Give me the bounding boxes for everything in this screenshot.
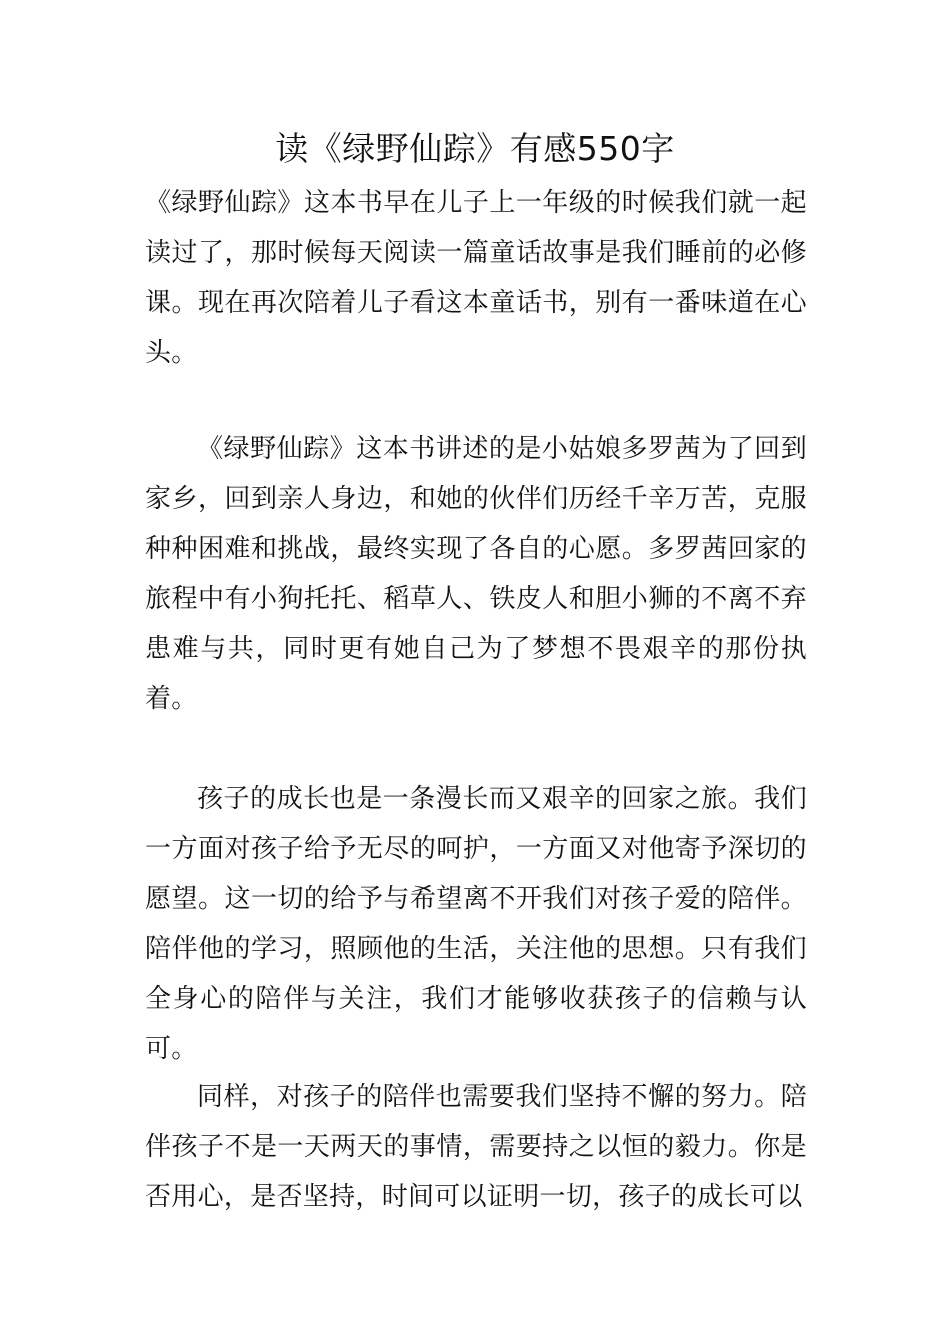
paragraph-2: 《绿野仙踪》这本书讲述的是小姑娘多罗茜为了回到家乡，回到亲人身边，和她的伙伴们历经千辛万苦，克服种种困难和挑战，最终实现了各自的心愿。多罗茜回家的旅程中有小狗托托、稻草人、铁皮人和胆小狮的不离不弃患难与共，同时更有她自己为了梦想不畏艰辛的那份执着。 bbox=[145, 434, 807, 714]
paragraph-3: 孩子的成长也是一条漫长而又艰辛的回家之旅。我们一方面对孩子给予无尽的呵护，一方面又对他寄予深切的愿望。这一切的给予与希望离不开我们对孩子爱的陪伴。陪伴他的学习，照顾他的生活，关注他的思想。只有我们全身心的陪伴与关注，我们才能够收获孩子的信赖与认可。 bbox=[145, 784, 807, 1064]
paragraph-1: 《绿野仙踪》这本书早在儿子上一年级的时候我们就一起读过了，那时候每天阅读一篇童话故事是我们睡前的必修课。现在再次陪着儿子看这本童话书，别有一番味道在心头。 bbox=[145, 188, 807, 368]
document-title: 读《绿野仙踪》有感550字 bbox=[275, 129, 675, 168]
paragraph-4: 同样，对孩子的陪伴也需要我们坚持不懈的努力。陪伴孩子不是一天两天的事情，需要持之以恒的毅力。你是否用心，是否坚持，时间可以证明一切，孩子的成长可以 bbox=[145, 1082, 807, 1212]
